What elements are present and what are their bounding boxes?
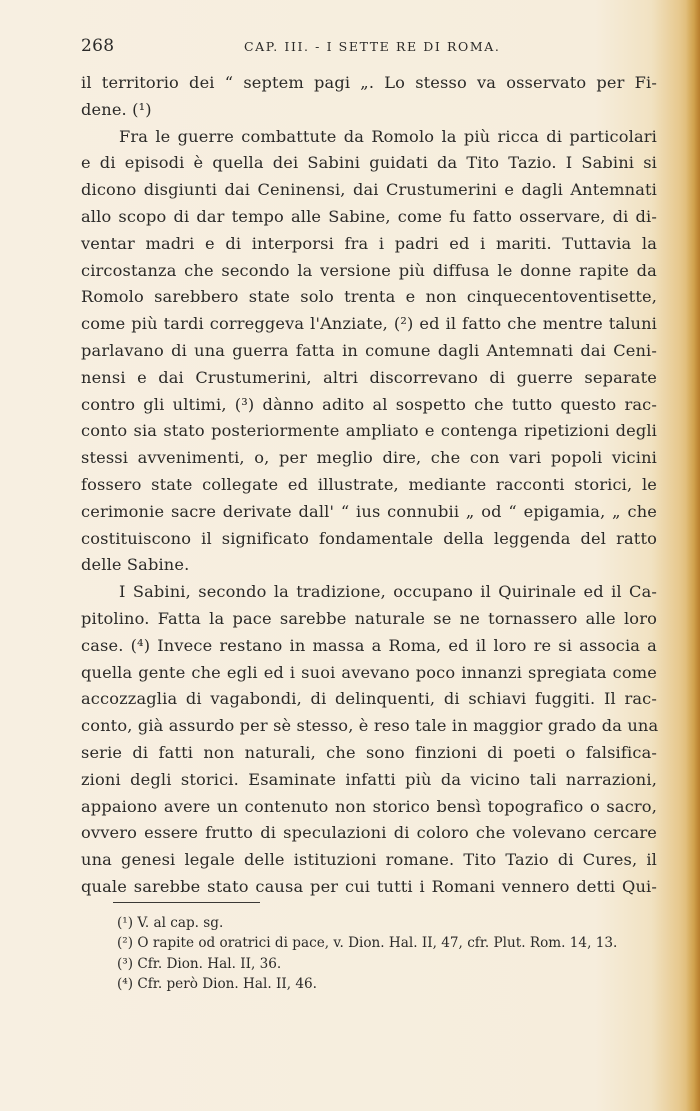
footnote: (²) O rapite od oratrici di pace, v. Dion. Hal. II, 47, cfr. Plut. Rom. 14, 13.: [117, 935, 618, 952]
text-line: serie di fatti non naturali, che sono finzioni di poeti o falsifica-: [81, 742, 657, 762]
text-line: nensi e dai Crustumerini, altri discorrevano di guerre separate: [81, 367, 657, 387]
text-line: accozzaglia di vagabondi, di delinquenti, di schiavi fuggiti. Il rac-: [81, 689, 657, 709]
text-line: zioni degli storici. Esaminate infatti più da vicino tali narrazioni,: [81, 769, 657, 789]
footnote: (⁴) Cfr. però Dion. Hal. II, 46.: [117, 975, 317, 992]
page-edge-shadow: [686, 0, 700, 1111]
running-head: CAP. III. - I SETTE RE DI ROMA.: [244, 39, 501, 54]
text-line: Fra le guerre combattute da Romolo la più ricca di particolari: [119, 126, 657, 146]
text-line: conto sia stato posteriormente ampliato e contenga ripetizioni degli: [81, 421, 657, 441]
text-line: pitolino. Fatta la pace sarebbe naturale se ne tornassero alle loro: [81, 608, 657, 628]
text-line: una genesi legale delle istituzioni romane. Tito Tazio di Cures, il: [81, 850, 657, 870]
text-line: ventar madri e di interporsi fra i padri ed i mariti. Tuttavia la: [81, 233, 657, 253]
page-header: [81, 36, 656, 56]
footnote-divider: [113, 902, 260, 903]
body-text: [81, 70, 657, 901]
text-line: fossero state collegate ed illustrate, mediante racconti storici, le: [81, 474, 657, 494]
text-line: appaiono avere un contenuto non storico bensì topografico o sacro,: [81, 796, 657, 816]
text-line: I Sabini, secondo la tradizione, occupano il Quirinale ed il Ca-: [119, 582, 657, 602]
text-line: dicono disgiunti dai Ceninensi, dai Crustumerini e dagli Antemnati: [81, 180, 657, 200]
text-line: come più tardi correggeva l'Anziate, (²) ed il fatto che mentre taluni: [81, 314, 657, 334]
text-line: e di episodi è quella dei Sabini guidati da Tito Tazio. I Sabini si: [81, 153, 657, 173]
text-line: Romolo sarebbero state solo trenta e non cinquecentoventisette,: [81, 287, 657, 307]
text-line: dene. (¹): [81, 99, 152, 119]
text-line: il territorio dei “ septem pagi „. Lo stesso va osservato per Fi-: [81, 73, 657, 92]
text-line: stessi avvenimenti, o, per meglio dire, che con vari popoli vicini: [81, 448, 657, 468]
text-line: parlavano di una guerra fatta in comune dagli Antemnati dai Ceni-: [81, 340, 657, 360]
text-line: contro gli ultimi, (³) dànno adito al sospetto che tutto questo rac-: [81, 394, 657, 414]
footnote: (¹) V. al cap. sg.: [117, 915, 224, 931]
text-line: ovvero essere frutto di speculazioni di coloro che volevano cercare: [81, 823, 657, 843]
footnote: (³) Cfr. Dion. Hal. II, 36.: [117, 955, 282, 972]
page-number: 268: [81, 36, 115, 56]
text-line: allo scopo di dar tempo alle Sabine, come fu fatto osservare, di di-: [81, 206, 657, 226]
footnotes: [117, 913, 662, 994]
text-line: quale sarebbe stato causa per cui tutti i Romani vennero detti Qui-: [81, 876, 657, 896]
text-line: cerimonie sacre derivate dall' “ ius connubii „ od “ epigamia, „ che: [81, 501, 657, 521]
text-line: conto, già assurdo per sè stesso, è reso tale in maggior grado da una: [81, 716, 659, 736]
text-line: costituiscono il significato fondamentale della leggenda del ratto: [81, 528, 657, 548]
text-line: case. (⁴) Invece restano in massa a Roma, ed il loro re si associa a: [81, 635, 657, 655]
text-line: quella gente che egli ed i suoi avevano poco innanzi spregiata come: [81, 662, 657, 682]
text-line: circostanza che secondo la versione più diffusa le donne rapite da: [81, 260, 657, 280]
text-line: delle Sabine.: [81, 555, 190, 575]
